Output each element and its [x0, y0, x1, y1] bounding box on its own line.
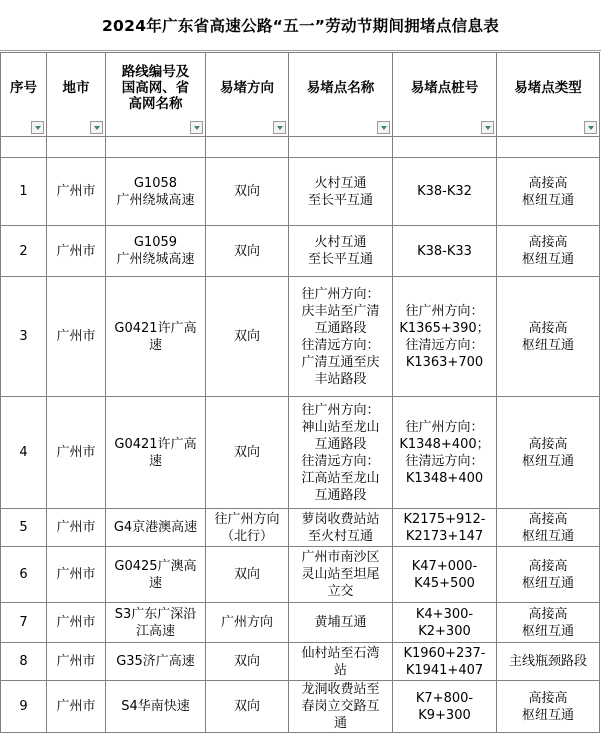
cell-point-name[interactable] — [289, 277, 393, 397]
cell-line: 春岗立交路互 — [301, 699, 380, 714]
cell-line: 广清互通至庆 — [301, 354, 380, 370]
cell-route[interactable] — [106, 509, 206, 547]
cell-line: 枢纽互通 — [521, 623, 574, 639]
cell-line: K2175+912- — [403, 511, 486, 527]
header-route: 路线编号及 国高网、省 高网名称 — [106, 53, 206, 137]
cell-line: S4华南快速 — [121, 699, 190, 714]
cell-line: 往广州方向 — [214, 511, 280, 527]
cell-seq[interactable]: 5 — [1, 509, 47, 547]
cell-line: K1941+407 — [405, 662, 484, 678]
cell-line: 往广州方向： — [301, 286, 380, 302]
cell-city[interactable]: 广州市 — [47, 681, 106, 733]
cell-line: S3广东广深沿 — [114, 606, 197, 622]
cell-seq[interactable]: 1 — [1, 158, 47, 226]
cell-seq[interactable]: 4 — [1, 397, 47, 509]
cell-line: 速 — [148, 337, 162, 353]
cell-line: K38-K32 — [417, 184, 472, 199]
cell-line: G0421许广高 — [114, 436, 197, 452]
cell-direction[interactable] — [206, 643, 289, 681]
cell-seq[interactable]: 6 — [1, 547, 47, 603]
cell-line: 枢纽互通 — [521, 192, 574, 208]
cell-line: 高接高 — [528, 436, 568, 452]
cell-line: 互通路段 — [314, 487, 367, 503]
cell-line: 枢纽互通 — [521, 528, 574, 544]
cell-point-name[interactable] — [289, 681, 393, 733]
cell-type[interactable] — [497, 226, 600, 277]
cell-city[interactable]: 广州市 — [47, 397, 106, 509]
cell-line: 往清远方向： — [405, 453, 484, 469]
cell-stake[interactable] — [393, 643, 497, 681]
cell-point-name[interactable] — [289, 509, 393, 547]
cell-line: K1348+400 — [405, 470, 484, 486]
cell-direction[interactable] — [206, 158, 289, 226]
cell-line: 枢纽互通 — [521, 707, 574, 723]
cell-line: K1960+237- — [403, 645, 486, 661]
cell-stake[interactable] — [393, 277, 497, 397]
cell-direction[interactable] — [206, 603, 289, 643]
cell-line: 站 — [333, 662, 347, 678]
cell-line: 火村互通 — [314, 235, 367, 250]
cell-line: 双向 — [233, 329, 260, 344]
cell-seq[interactable]: 2 — [1, 226, 47, 277]
cell-type[interactable] — [497, 547, 600, 603]
cell-line: 庆丰站至广清 — [301, 303, 380, 319]
cell-point-name[interactable] — [289, 547, 393, 603]
cell-stake[interactable] — [393, 603, 497, 643]
table-row — [1, 547, 600, 603]
cell-line: 广州绕城高速 — [116, 192, 195, 208]
filter-dropdown-icon[interactable] — [584, 121, 597, 134]
table-row — [1, 397, 600, 509]
sheet-title: 2024年广东省高速公路“五一”劳动节期间拥堵点信息表 — [0, 0, 601, 51]
filter-dropdown-icon[interactable] — [190, 121, 203, 134]
cell-line: 萝岗收费站站 — [301, 511, 380, 527]
cell-line: 高接高 — [528, 511, 568, 527]
cell-line: 火村互通 — [314, 175, 367, 191]
header-direction: 易堵方向 — [206, 53, 289, 137]
header-seq: 序号 — [1, 53, 47, 137]
cell-line: K38-K33 — [417, 243, 472, 259]
filter-dropdown-icon[interactable] — [481, 121, 494, 134]
cell-point-name[interactable] — [289, 603, 393, 643]
cell-line: 双向 — [233, 243, 260, 259]
cell-line: 互通路段 — [314, 320, 367, 336]
cell-point-name[interactable] — [289, 226, 393, 277]
cell-type[interactable] — [497, 603, 600, 643]
cell-line: 双向 — [233, 654, 260, 669]
cell-point-name[interactable] — [289, 158, 393, 226]
cell-line: 广州绕城高速 — [116, 252, 195, 267]
table-row — [1, 681, 600, 733]
cell-city[interactable]: 广州市 — [47, 509, 106, 547]
table-row — [1, 603, 600, 643]
cell-direction[interactable] — [206, 547, 289, 603]
cell-line: 高接高 — [528, 690, 568, 706]
cell-route[interactable] — [106, 681, 206, 733]
cell-line: 双向 — [233, 445, 260, 460]
cell-line: 往清远方向： — [405, 337, 484, 353]
cell-line: 枢纽互通 — [521, 575, 574, 591]
cell-city[interactable]: 广州市 — [47, 547, 106, 603]
cell-line: 往广州方向： — [301, 402, 380, 418]
filter-dropdown-icon[interactable] — [31, 121, 44, 134]
cell-line: G1058 — [133, 175, 178, 191]
cell-line: 往清远方向： — [301, 337, 380, 353]
cell-line: 龙洞收费站至 — [301, 682, 380, 697]
cell-route[interactable] — [106, 547, 206, 603]
cell-line: 双向 — [233, 699, 260, 714]
cell-line: 立交 — [327, 584, 354, 599]
cell-route[interactable] — [106, 643, 206, 681]
cell-line: 往广州方向： — [405, 303, 484, 319]
table-row — [1, 277, 600, 397]
cell-route[interactable] — [106, 397, 206, 509]
cell-line: 主线瓶颈路段 — [508, 654, 587, 669]
cell-line: G0421许广高 — [114, 320, 197, 336]
filter-dropdown-icon[interactable] — [90, 121, 103, 134]
cell-line: 黄埔互通 — [314, 615, 367, 630]
cell-stake[interactable] — [393, 509, 497, 547]
cell-line: K45+500 — [414, 575, 475, 591]
cell-line: K2173+147 — [405, 528, 484, 544]
cell-line: 高接高 — [528, 235, 568, 250]
cell-line: 往广州方向： — [405, 419, 484, 435]
cell-line: 至长平互通 — [307, 192, 373, 208]
cell-line: 仙村站至石湾 — [301, 645, 380, 661]
cell-line: 互通路段 — [314, 436, 367, 452]
cell-line: 高接高 — [528, 175, 568, 191]
cell-type[interactable] — [497, 277, 600, 397]
cell-city[interactable]: 广州市 — [47, 603, 106, 643]
cell-line: 枢纽互通 — [521, 337, 574, 353]
cell-city[interactable]: 广州市 — [47, 158, 106, 226]
cell-route[interactable] — [106, 226, 206, 277]
header-point-name: 易堵点名称 — [289, 53, 393, 137]
table-row — [1, 226, 600, 277]
cell-city[interactable]: 广州市 — [47, 277, 106, 397]
cell-line: 通 — [333, 716, 347, 731]
cell-line: 速 — [148, 453, 162, 469]
cell-direction[interactable] — [206, 509, 289, 547]
spacer-row — [1, 137, 600, 158]
table-row — [1, 643, 600, 681]
cell-line: 广州方向 — [220, 615, 273, 630]
cell-stake[interactable] — [393, 547, 497, 603]
cell-line: K1348+400； — [399, 436, 490, 452]
cell-stake[interactable] — [393, 158, 497, 226]
cell-line: 高接高 — [528, 320, 568, 336]
cell-line: （北行） — [220, 528, 273, 544]
cell-type[interactable] — [497, 397, 600, 509]
cell-seq[interactable]: 8 — [1, 643, 47, 681]
filter-dropdown-icon[interactable] — [377, 121, 390, 134]
cell-line: 双向 — [233, 184, 260, 199]
cell-point-name[interactable] — [289, 397, 393, 509]
cell-line: K2+300 — [418, 623, 471, 639]
cell-direction[interactable] — [206, 277, 289, 397]
cell-line: 灵山站至坦尾 — [301, 567, 380, 582]
header-city: 地市 — [47, 53, 106, 137]
cell-line: K7+800- — [415, 690, 474, 706]
cell-route[interactable] — [106, 603, 206, 643]
cell-line: K1365+390； — [399, 320, 490, 336]
cell-line: 江高速 — [135, 623, 175, 639]
cell-route[interactable] — [106, 158, 206, 226]
cell-line: 高接高 — [528, 558, 568, 574]
cell-seq[interactable]: 9 — [1, 681, 47, 733]
cell-type[interactable] — [497, 681, 600, 733]
cell-type[interactable] — [497, 158, 600, 226]
cell-line: G0425广澳高 — [114, 558, 197, 574]
header-stake: 易堵点桩号 — [393, 53, 497, 137]
cell-line: G4京港澳高速 — [113, 520, 198, 535]
cell-line: 神山站至龙山 — [301, 419, 380, 435]
cell-line: 广州市南沙区 — [301, 550, 380, 565]
filter-dropdown-icon[interactable] — [273, 121, 286, 134]
cell-stake[interactable] — [393, 397, 497, 509]
cell-line: K1363+700 — [405, 354, 484, 370]
cell-direction[interactable] — [206, 681, 289, 733]
cell-seq[interactable]: 7 — [1, 603, 47, 643]
cell-line: 枢纽互通 — [521, 252, 574, 267]
cell-line: K9+300 — [418, 707, 471, 723]
cell-stake[interactable] — [393, 681, 497, 733]
cell-line: K47+000- — [411, 558, 478, 574]
cell-direction[interactable] — [206, 226, 289, 277]
cell-line: G1059 — [133, 235, 178, 250]
cell-line: 至长平互通 — [307, 252, 373, 267]
cell-direction[interactable] — [206, 397, 289, 509]
cell-city[interactable]: 广州市 — [47, 643, 106, 681]
cell-line: 往清远方向： — [301, 453, 380, 469]
cell-line: G35济广高速 — [116, 654, 195, 669]
cell-line: 丰站路段 — [314, 371, 367, 387]
cell-point-name[interactable] — [289, 643, 393, 681]
cell-line: 双向 — [233, 567, 260, 582]
cell-line: 高接高 — [528, 606, 568, 622]
cell-route[interactable] — [106, 277, 206, 397]
cell-line: 江高站至龙山 — [301, 470, 380, 486]
header-row — [1, 53, 600, 137]
cell-line: K4+300- — [415, 606, 474, 622]
cell-stake[interactable] — [393, 226, 497, 277]
cell-type[interactable] — [497, 643, 600, 681]
table-row — [1, 158, 600, 226]
cell-line: 至火村互通 — [307, 528, 373, 544]
cell-line: 速 — [148, 575, 162, 591]
cell-type[interactable] — [497, 509, 600, 547]
header-type: 易堵点类型 — [497, 53, 600, 137]
congestion-table — [0, 52, 600, 733]
cell-city[interactable]: 广州市 — [47, 226, 106, 277]
table-row — [1, 509, 600, 547]
cell-seq[interactable]: 3 — [1, 277, 47, 397]
cell-line: 枢纽互通 — [521, 453, 574, 469]
